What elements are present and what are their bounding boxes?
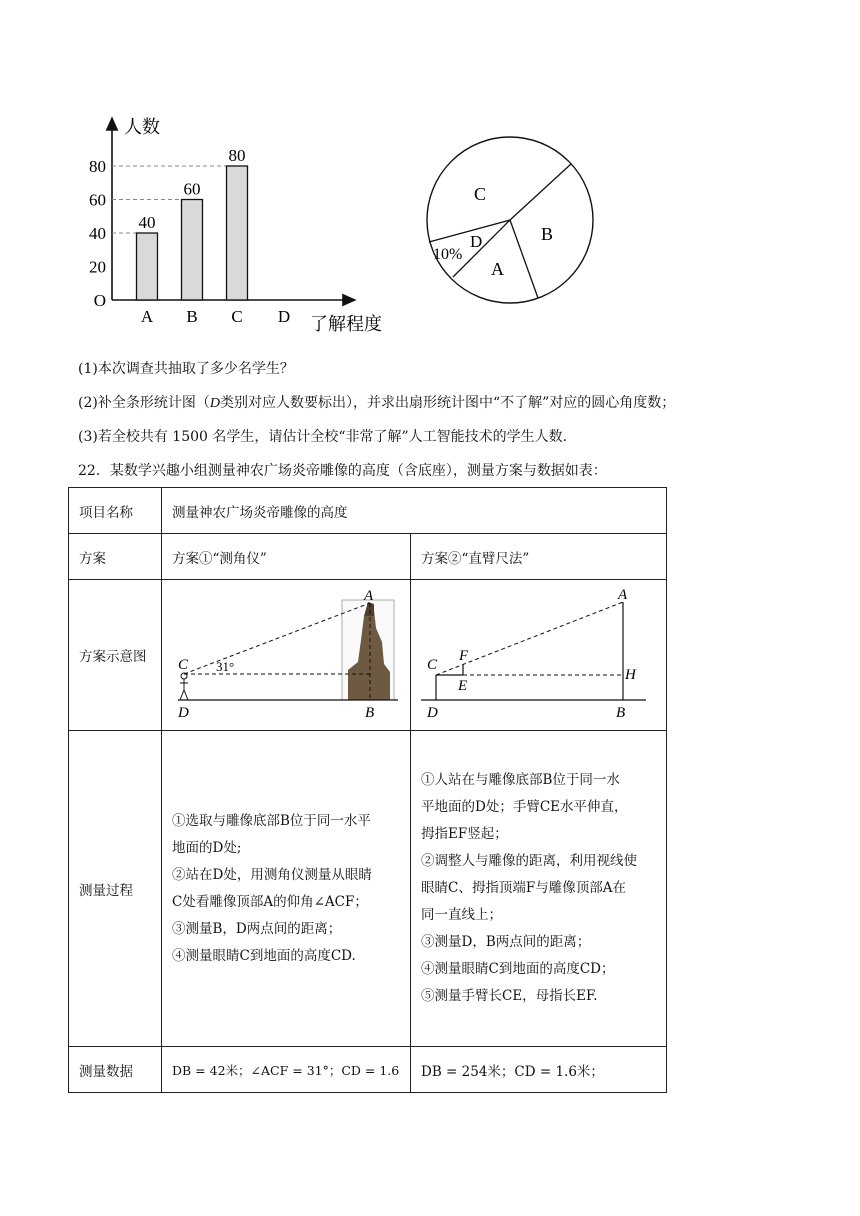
row-label-process: 测量过程 xyxy=(69,731,162,1047)
pie-chart xyxy=(420,130,620,310)
point-d: D xyxy=(178,705,189,721)
y-tick-label: O xyxy=(93,291,106,310)
point-e: E xyxy=(458,678,468,694)
process-step: 同一直线上； xyxy=(421,907,502,923)
process-step: 拇指EF竖起； xyxy=(421,826,508,842)
data-label: 80 xyxy=(228,146,246,165)
question-3: (3)若全校共有 1500 名学生，请估计全校“非常了解”人工智能技术的学生人数. xyxy=(78,429,568,445)
y-axis-label: 人数 xyxy=(124,117,160,137)
question-2: (2)补全条形统计图（D类别对应人数要标出），并求出扇形统计图中“不了解”对应的圆心角度数； xyxy=(78,395,676,411)
point-b: B xyxy=(616,705,626,721)
row-label-project: 项目名称 xyxy=(69,488,162,534)
pie-label-d: D xyxy=(470,232,483,251)
pie-label-b: B xyxy=(541,224,554,244)
point-h: H xyxy=(625,667,636,683)
process-step: 眼睛C、拇指顶端F与雕像顶部A在 xyxy=(421,880,626,896)
process-step: ③测量B，D两点间的距离； xyxy=(172,920,342,937)
process-step: ④测量眼睛C到地面的高度CD. xyxy=(172,947,356,964)
angle-label: 31° xyxy=(216,659,235,674)
table-row xyxy=(69,488,667,534)
bar xyxy=(182,200,203,301)
y-tick-label: 80 xyxy=(89,157,106,176)
plan-1-process xyxy=(162,731,411,1047)
y-tick-label: 40 xyxy=(89,224,106,243)
bar-chart xyxy=(80,110,400,340)
row-label-data: 测量数据 xyxy=(69,1047,162,1093)
point-f: F xyxy=(459,648,469,664)
row-label-diagram: 方案示意图 xyxy=(69,580,162,731)
project-name: 测量神农广场炎帝雕像的高度 xyxy=(162,488,667,534)
process-step: ③测量D，B两点间的距离； xyxy=(421,934,591,950)
y-tick-label: 20 xyxy=(89,257,106,277)
point-a: A xyxy=(364,588,374,604)
plan-2-process xyxy=(411,731,667,1047)
plan-2-diagram-cell xyxy=(411,580,667,731)
point-c: C xyxy=(178,657,189,673)
plan-2-data: DB = 254米；CD = 1.6米； xyxy=(411,1047,667,1093)
plan-1-title: 方案①“测角仪” xyxy=(162,534,411,580)
sight-line xyxy=(436,602,623,675)
process-step: ①人站在与雕像底部B位于同一水 xyxy=(421,772,620,788)
x-axis-label: 了解程度 xyxy=(310,314,382,334)
table-row xyxy=(69,1047,667,1093)
x-tick-label: C xyxy=(231,307,243,326)
process-step: ④测量眼睛C到地面的高度CD； xyxy=(421,961,615,977)
table-row xyxy=(69,580,667,731)
process-step: 平地面的D处；手臂CE水平伸直， xyxy=(421,799,628,815)
x-tick-label: A xyxy=(140,307,154,326)
data-label: 60 xyxy=(183,179,201,199)
plan-1-diagram-cell xyxy=(162,580,411,731)
question-1: (1)本次调查共抽取了多少名学生？ xyxy=(78,361,294,377)
measurement-table xyxy=(68,487,667,1093)
plan-1-data: DB = 42米；∠ACF = 31°；CD = 1.6 xyxy=(162,1047,411,1093)
point-a: A xyxy=(618,587,628,603)
process-step: 地面的D处; xyxy=(172,839,242,856)
y-tick-label: 60 xyxy=(89,190,106,210)
bar xyxy=(137,233,158,300)
plan-1-diagram xyxy=(162,580,410,726)
bar xyxy=(227,166,248,300)
pie-label-c: C xyxy=(474,184,487,204)
process-step: ⑤测量手臂长CE，母指长EF. xyxy=(421,988,598,1004)
process-step: ①选取与雕像底部B位于同一水平 xyxy=(172,812,371,829)
pie-label-a: A xyxy=(491,259,504,279)
point-d: D xyxy=(427,705,438,721)
process-step: ②站在D处，用测角仪测量从眼睛 xyxy=(172,866,372,883)
point-c: C xyxy=(427,657,438,673)
x-tick-label: D xyxy=(277,307,291,326)
table-row xyxy=(69,534,667,580)
plan-2-title: 方案②“直臂尺法” xyxy=(411,534,667,580)
problem-22-intro: 22．某数学兴趣小组测量神农广场炎帝雕像的高度（含底座），测量方案与数据如表： xyxy=(78,463,607,479)
pie-percent-label: 10% xyxy=(433,246,463,263)
process-step: C处看雕像顶部A的仰角∠ACF； xyxy=(172,893,368,910)
row-label-plan: 方案 xyxy=(69,534,162,580)
plan-2-diagram xyxy=(411,580,666,726)
process-step: ②调整人与雕像的距离，利用视线使 xyxy=(421,853,637,869)
table-row xyxy=(69,731,667,1047)
x-tick-label: B xyxy=(186,307,198,326)
data-label: 40 xyxy=(138,213,156,232)
point-b: B xyxy=(365,705,375,721)
